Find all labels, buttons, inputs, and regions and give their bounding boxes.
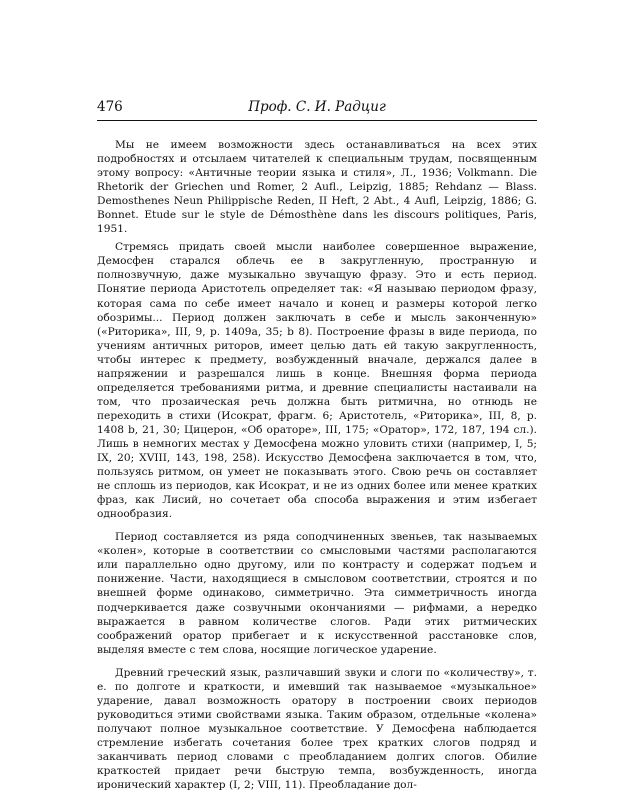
paragraph-period-structure: Период составляется из ряда соподчиненных звеньев, так называемых «колен», которые в соответствии со смысловыми частями располагаются или параллельно одно другому, или по контрасту и содержат подъем и понижение. Части, находящиеся в смысловом соответствии, строятся и по внешней форме одинаково, симметрично. Эта симметричность иногда подчеркивается даже созвучными окончаниями — рифмами, а нередко выражается в равном количестве слогов. Ради этих ритмических соображений оратор прибегает и к искусственной расстановке слов, выделяя вместе с тем слова, носящие логическое ударение. [97, 531, 537, 656]
paragraph-greek-language: Древний греческий язык, различавший звуки и слоги по «количеству», т. е. по долготе и краткости, и имевший так называемое «музыкальное» ударение, давал возможность оратору в построении своих периодов руководиться этими свойствами языка. Таким образом, отдельные «колена» получают полное музыкальное соответствие. У Демосфена наблюдается стремление избегать сочетания более трех кратких слогов подряд и заканчивать период словами с преобладанием долгих слогов. Обилие краткостей придает речи быструю темпа, возбужденность, иногда иронический характер (I, 2; VIII, 11). Преобладание дол- [97, 666, 537, 792]
page-header [97, 98, 537, 122]
page-number: 476 [97, 99, 123, 115]
body-text [97, 138, 537, 792]
paragraph-references: Мы не имеем возможности здесь останавливаться на всех этих подробностях и отсылаем читателей к специальным трудам, посвященным этому вопросу: «Античные теории языка и стиля», Л., 1936; Volkmann. Die Rhetorik der Griechen und Romer, 2 Aufl., Leipzig, 1885; Rehdanz — Blass. Demosthenes Neun Philippische Reden, II Heft, 2 Abt., 4 Aufl, Leipzig, 1886; G. Bonnet. Etude sur le style de Démosthène dans les discours politiques, Paris, 1951. [97, 139, 537, 236]
paragraph-period-definition: Стремясь придать своей мысли наиболее совершенное выражение, Демосфен старался облечь ее в закругленную, пространную и полнозвучную, даже музыкально звучащую фразу. Это и есть период. Понятие периода Аристотель определяет так: «Я называю периодом фразу, которая сама по себе имеет начало и конец и размеры которой легко обозримы... Период должен заключать в себе и мысль законченную» («Риторика», III, 9, р. 1409a, 35; b 8). Построение фразы в виде периода, по учениям античных риторов, имеет целью дать ей такую закругленность, чтобы интерес к предмету, возбужденный вначале, держался далее в напряжении и разрешался лишь в конце. Внешняя форма периода определяется требованиями ритма, и древние специалисты настаивали на том, что прозаическая речь должна быть ритмична, но отнюдь не переходить в стихи (Исократ, фрагм. 6; Аристотель, «Риторика», III, 8, р. 1408 b, 21, 30; Цицерон, «Об ораторе», III, 175; «Оратор», 172, 187, 194 сл.). Лишь в немногих местах у Демосфена можно уловить стихи (например, I, 5; IX, 20; XVIII, 143, 198, 258). Искусство Демосфена заключается в том, что, пользуясь ритмом, он умеет не показывать этого. Свою речь он составляет не сплошь из периодов, как Исократ, и не из одних более или менее кратких фраз, как Лисий, но сочетает оба способа выражения и этим избегает однообразия. [97, 241, 537, 521]
header-rule [97, 120, 537, 121]
running-head: Проф. С. И. Радциг [248, 99, 386, 115]
